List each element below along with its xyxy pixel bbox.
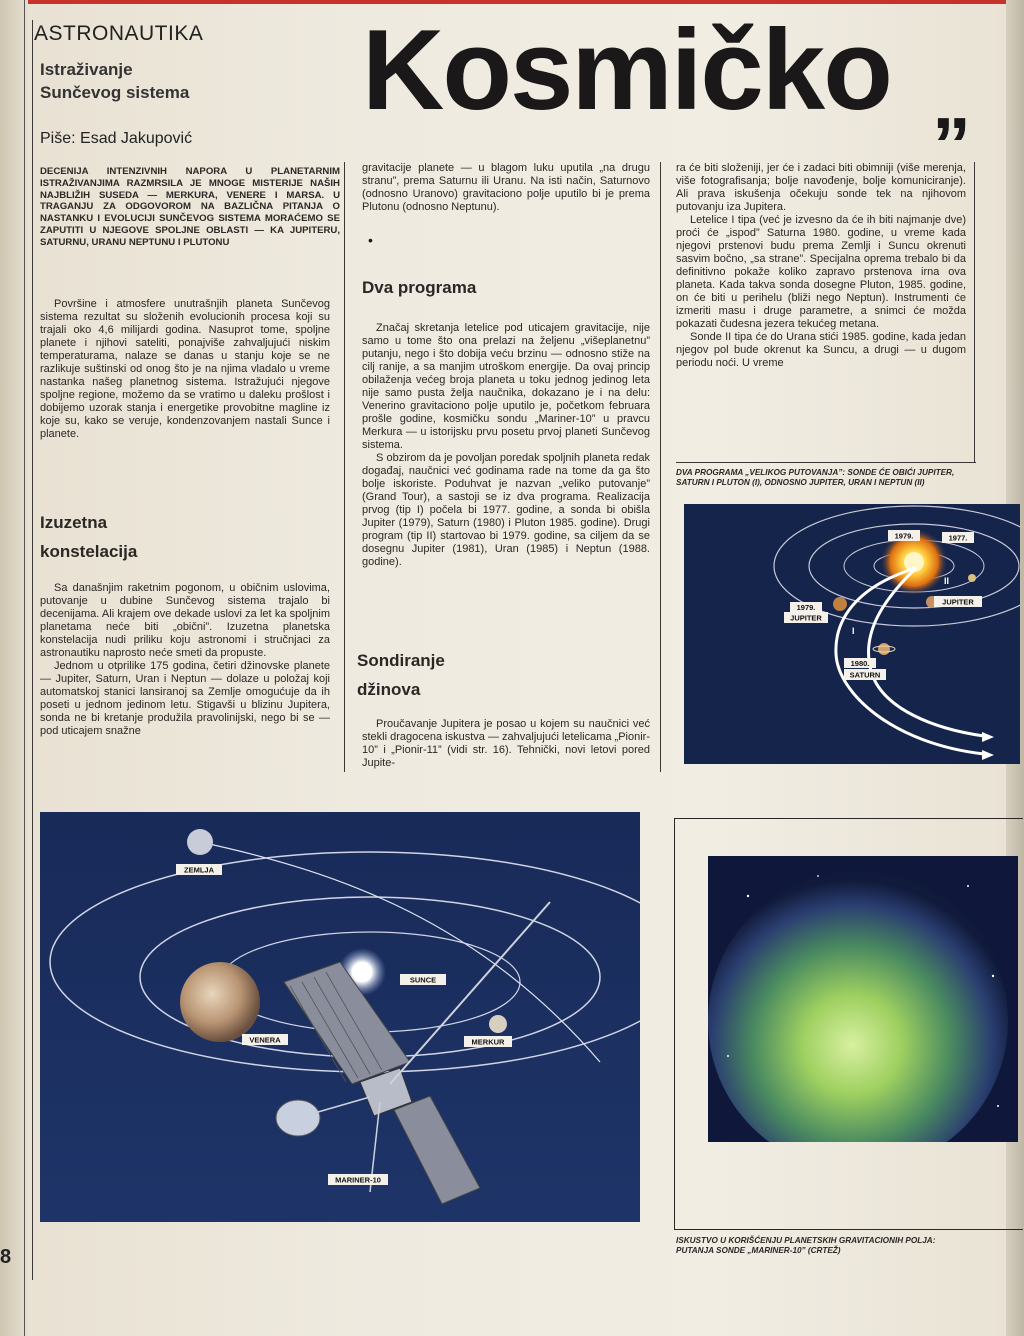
- planet-mercury: [489, 1015, 507, 1033]
- star: [747, 895, 749, 897]
- star: [727, 1055, 729, 1057]
- headline: Kosmičko: [362, 7, 891, 134]
- planet-photo: [708, 856, 1018, 1142]
- planet-venus: [180, 962, 260, 1042]
- label-venera: [242, 1034, 288, 1045]
- svg-text:JUPITER: JUPITER: [942, 597, 974, 607]
- author-byline: Piše: Esad Jakupović: [40, 130, 193, 147]
- lead-paragraph: DECENIJA INTENZIVNIH NAPORA U PLANETARNIM ISTRAŽIVANJIMA RAZMRSILA JE MNOGE MISTERIJE NAŠIH NAJBLIŽIH SUSEDA — MERKURA, VENERE I MARSA. U TRAGANJU ZA ODGOVOROM NA BAZLIČNA PITANJA O NASTANKU I EVOLUCIJI SUNČEVOG SISTEMA MORAĆEMO SE ZAPUTITI U NJEGOVE SPOLJNE OBLASTI — KA JUPITERU, SATURNU, URANU NEPTUNU I PLUTONU: [40, 166, 340, 248]
- kicker: [40, 58, 189, 104]
- body-paragraph-3: gravitacije planete — u blagom luku uputila „na drugu stranu”, prema Saturnu ili Uranu. Na isti način, Saturnovo (odnosno Uranovo) gravitaciono polje uputilo bi je prema Plutonu (odnosno Neptunu).: [362, 162, 650, 213]
- sun-core: [352, 962, 372, 982]
- svg-text:MERKUR: MERKUR: [471, 1037, 505, 1047]
- caption-rule: [676, 462, 976, 463]
- svg-text:JUPITER: JUPITER: [790, 613, 822, 623]
- mariner-10-illustration: [40, 812, 640, 1222]
- planet-earth: [187, 829, 213, 855]
- star: [997, 1105, 999, 1107]
- svg-text:MARINER-10: MARINER-10: [335, 1175, 381, 1185]
- label-mariner-10: [328, 1174, 388, 1185]
- svg-text:1977.: 1977.: [948, 533, 968, 543]
- subhead-dva-programa: Dva programa: [362, 278, 477, 297]
- label-roman-2: II: [944, 576, 950, 586]
- bullet-mark: •: [368, 232, 373, 248]
- body-paragraph-5: Proučavanje Jupitera je posao u kojem su naučnici već stekli dragocena iskustva — zahvaljujući letelicama „Pionir-10” i „Pionir-11” (vidi str. 16). Tehnički, novi letovi pored Jupite-: [362, 718, 650, 769]
- label-jupiter-a: [784, 612, 828, 623]
- star: [992, 975, 994, 977]
- subhead-izuzetna-konstelacija: Izuzetna konstelacija: [40, 513, 138, 561]
- spine-rule: [24, 0, 25, 1336]
- svg-text:1980.: 1980.: [850, 659, 870, 668]
- label-zemlja: [176, 864, 222, 875]
- label-jupiter-b: [934, 596, 982, 607]
- column-rule-2: [660, 162, 661, 772]
- svg-text:VENERA: VENERA: [249, 1035, 281, 1045]
- page-number: 8: [0, 1246, 12, 1268]
- body-paragraph-1: Površine i atmosfere unutrašnjih planeta Sunčevog sistema rezultat su složenih evolucionih procesa koji su trajali oko 4,6 milijardi godina. Nasuprot tome, spoljne planete i njihovi sateliti, ponajviše zahvaljujući niskim temperaturama, nalaze se danas u stanju koje se ne razlikuje suštinski od onog što je na njima vladalo u vreme nastanka našeg planetnog sistema. Istražujući njegove spoljne regione, možemo da se vratimo u daleku prošlost i dobijemo uzorak stanja i energetike provobitne magline iz koje su, kako se veruje, kondenzovanjem nastali Sunce i planete.: [40, 298, 330, 440]
- star: [817, 875, 819, 877]
- figure-caption-grand-tour: DVA PROGRAMA „VELIKOG PUTOVANJA”: SONDE ĆE OBIĆI JUPITER, SATURN I PLUTON (I), ODNOSNO JUPITER, URAN I NEPTUN (II): [676, 468, 955, 487]
- body-paragraph-6: ra će biti složeniji, jer će i zadaci biti obimniji (više merenja, više fotografisanja; bolje navođenje, bolje komuniciranje). Ali prava iskušenja očekuju sonde tek na njihovom putovanju iza Jupitera. Letelice I tipa (već je izvesno da će ih biti najmanje dve) proći će „ispod” Saturna 1980. godine, u vreme kada njegovi prstenovi budu prema Zemlji i Suncu okrenuti sasvim bočno, „sa strane”. Specijalna oprema trebalo bi da definitivno pokaže koliko zapravo prstenova irna ova planeta. Kada takva sonda dosegne Pluton, 1985. godine, on će biti u perihelu (bliži nego Neptun). Instrumenti će izmeriti masu i druge parametre, a snimci će možda pokazati čudesna jezera tekućeg metana. Sonde II tipa će do Urana stići 1985. godine, kada jedan njegov pol bude okrenut ka Suncu, a drugi — u dugom periodu noći. U vreme: [676, 162, 966, 369]
- svg-text:SUNCE: SUNCE: [409, 975, 437, 985]
- column-rule-1: [344, 162, 345, 772]
- label-1979-b: [790, 602, 822, 612]
- high-gain-antenna: [276, 1100, 320, 1136]
- kicker-line-1: Istraživanje: [40, 60, 133, 79]
- svg-text:1979.: 1979.: [796, 603, 816, 612]
- top-color-bar: [0, 0, 1024, 4]
- label-sunce: [400, 974, 446, 985]
- svg-text:ZEMLJA: ZEMLJA: [184, 865, 214, 875]
- star: [967, 885, 969, 887]
- kicker-line-2: Sunčevog sistema: [40, 83, 190, 102]
- headline-quote-mark: „: [932, 57, 971, 145]
- label-merkur: [464, 1036, 512, 1047]
- label-roman-1: I: [852, 626, 855, 636]
- subhead-sondiranje-dzinova: Sondiranje džinova: [357, 651, 445, 699]
- svg-text:1979.: 1979.: [894, 531, 914, 541]
- grand-tour-diagram: [684, 504, 1020, 764]
- label-1979-a: [888, 530, 920, 541]
- svg-text:SATURN: SATURN: [849, 670, 881, 680]
- label-1980: [844, 658, 876, 668]
- section-title: ASTRONAUTIKA: [34, 22, 204, 45]
- left-column-rule: [32, 20, 33, 1280]
- label-1977: [942, 532, 974, 543]
- planet-saturn: [878, 643, 890, 655]
- body-paragraph-2: Sa današnjim raketnim pogonom, u običnim uslovima, putovanje u dubine Sunčevog sistema trajalo bi decenijama. Ali krajem ove dekade uslovi za let ka spoljnim planetama neće biti „obični”. Izuzetna planetska konstelacija nudi priliku koju astronomi i stručnjaci za astronautiku naprosto neće smeti da propuste. Jednom u otprilike 175 godina, četiri džinovske planete — Jupiter, Saturn, Uran i Neptun — dolaze u položaj koji automatskoj stanici lansiranoj sa Zemlje omogućuje da ih poseti u jednom jedinom letu. Stigavši u blizinu Jupitera, sonda ne bi kretanje produžila pravolinijski, nego bi se — pod uticajem snažne: [40, 582, 330, 737]
- planet-jupiter-a: [833, 597, 847, 611]
- figure-caption-mariner: ISKUSTVO U KORIŠĆENJU PLANETSKIH GRAVITACIONIH POLJA: PUTANJA SONDE „MARINER-10” (CRTEŽ): [676, 1236, 936, 1255]
- column-rule-3: [974, 162, 975, 462]
- label-saturn: [844, 669, 886, 680]
- planet-small: [968, 574, 976, 582]
- body-paragraph-4: Značaj skretanja letelice pod uticajem gravitacije, nije samo u tome što ona prelazi na željenu „višeplanetnu” putanju, nego i što dobija veću brzinu — odnosno stiže na cilj ranije, a sa manjim utroškom energije. Da ovaj princip obilaženja većeg broja planeta u toku jednog jedinog leta nije samo pusta želja naučnika, dokazano je i na delu: Venerino gravitaciono polje uputilo je, početkom februara prošle godine, kosmičku sondu „Mariner-10” u pravcu Merkura — u istorijsku prvu posetu prvoj planeti Sunčevog sistema. S obzirom da je povoljan poredak spoljnih planeta redak događaj, naučnici već godinama rade na tome da ga što bolje iskoriste. Poduhvat je nazvan „veliko putovanje” (Grand Tour), a sastoji se iz dva programa. Realizacija prvog (tip I) počela bi 1977. godine, a sonda bi obišla Jupiter (1979), Saturn (1980) i Pluton 1985. godine). Drugi program (tip II) startovao bi 1979. godine, sa ciljem da se dosegnu Jupiter (1981), Uran (1985) i Neptun (1988. godine).: [362, 322, 650, 568]
